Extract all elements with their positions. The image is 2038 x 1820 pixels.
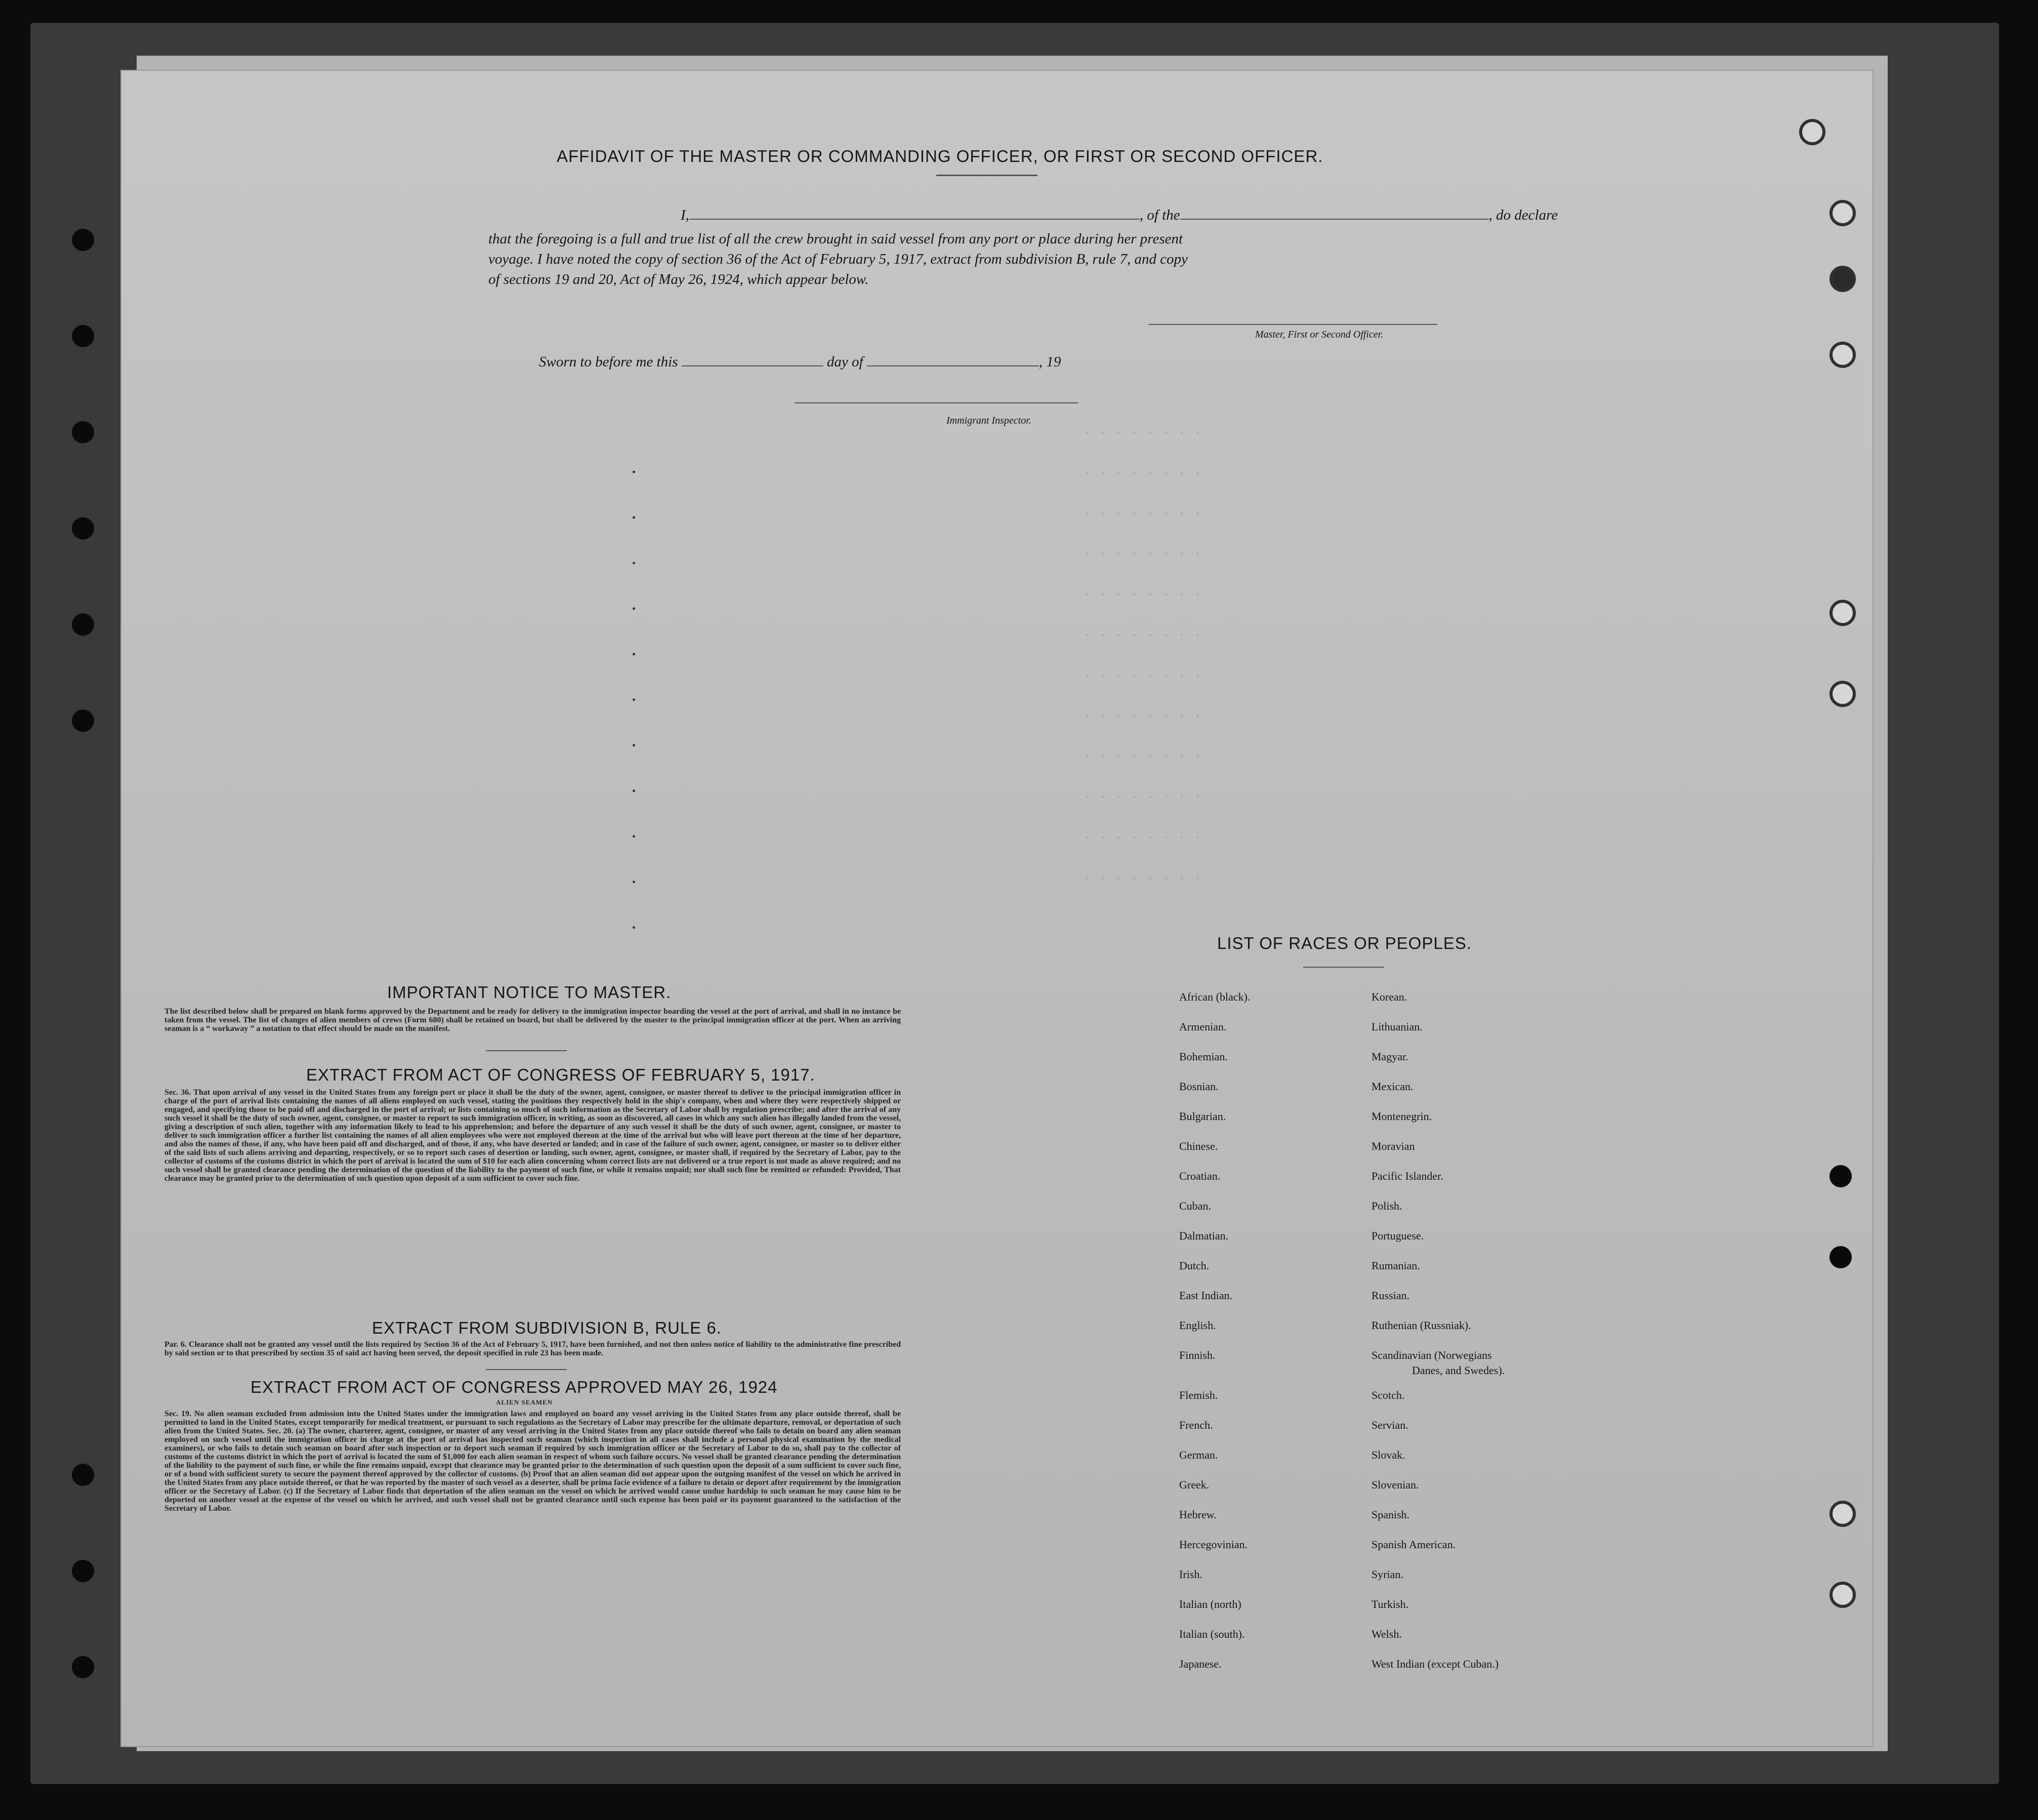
race-item: Servian.: [1371, 1419, 1408, 1431]
race-item: Slovenian.: [1371, 1478, 1419, 1491]
do-declare-label: , do declare: [1488, 207, 1558, 223]
race-item: Scotch.: [1371, 1389, 1405, 1401]
document-page: [121, 71, 1873, 1746]
speck: [633, 607, 635, 610]
race-item: Irish.: [1179, 1568, 1202, 1581]
speck: [633, 698, 635, 701]
extract-1924-title: EXTRACT FROM ACT OF CONGRESS APPROVED MAY 26, 1924: [251, 1378, 778, 1396]
races-title-rule: [1303, 967, 1384, 968]
race-item: Italian (south).: [1179, 1628, 1245, 1640]
race-item: Turkish.: [1371, 1598, 1409, 1610]
race-item: French.: [1179, 1419, 1213, 1431]
name-blank: [689, 219, 1140, 220]
bleed-through-marks: · · · · · · · ·: [1083, 871, 1202, 886]
binder-hole-icon: [72, 613, 94, 636]
race-item: Cuban.: [1179, 1199, 1211, 1212]
speck: [633, 653, 635, 655]
race-item: Hebrew.: [1179, 1508, 1217, 1521]
affidavit-text-line: that the foregoing is a full and true list of all the crew brought in said vessel from any port or place during her present: [488, 231, 1183, 247]
speck: [633, 835, 635, 838]
bleed-through-marks: · · · · · · · ·: [1083, 506, 1202, 521]
binder-ring-icon: [1829, 342, 1856, 368]
race-item: Pacific Islander.: [1371, 1170, 1443, 1182]
race-item: Dalmatian.: [1179, 1229, 1229, 1242]
race-item: Finnish.: [1179, 1349, 1216, 1361]
race-item: West Indian (except Cuban.): [1371, 1658, 1499, 1670]
race-item: Moravian: [1371, 1140, 1415, 1152]
speck: [633, 516, 635, 519]
extract-1917-body: Sec. 36. That upon arrival of any vessel in the United States from any foreign port or place it shall be the duty of the owner, agent, consignee, or master thereof to deliver to the principal immigration officer in charge of the port of arrival lists containing the names of all aliens employed on such vessel, stating the positions they respectively hold in the ship's company, when and where they were respectively shipped or engaged, and specifying those to be paid off and discharged in the port of arrival; or lists containing so much of such information as the Secretary of Labor shall by regulation prescribe; and after the arrival of any such vessel it shall be the duty of such owner, agent, consignee, or master to report to such immigration officer, in writing, as soon as discovered, all cases in which any such alien has illegally landed from the vessel, giving a description of such alien, together with any information likely to lead to his apprehension; and before the departure of any such vessel it shall be the duty of such owner, agent, consignee, or master to deliver to such immigration officer a further list containing the names of all alien employees who were not employed thereon at the time of the arrival but who will leave port thereon at the time of her departure, and also the names of those, if any, who have been paid off and discharged, and of those, if any, who have deserted or landed; and in case of the failure of such owner, agent, consignee, or master so to deliver either of the said lists of such aliens arriving and departing, respectively, or so to report such cases of desertion or landing, such owner, agent, consignee, or master shall, if required by the Secretary of Labor, pay to the collector of customs of the customs district in which the port of arrival is located the sum of $10 for each alien concerning whom correct lists are not delivered or a true report is not made as above required; and no such vessel shall be granted clearance pending the determination of the question of the liability to the payment of such fine, or while it remains unpaid; nor shall such fine be remitted or refunded: Provided, That clearance may be granted prior to the determination of such question upon deposit of a sum sufficient to cover such fine.: [164, 1088, 901, 1183]
affidavit-text-line: of sections 19 and 20, Act of May 26, 1924, which appear below.: [488, 271, 869, 287]
speck: [633, 790, 635, 792]
races-title: LIST OF RACES OR PEOPLES.: [1217, 934, 1472, 953]
bleed-through-marks: · · · · · · · ·: [1083, 466, 1202, 481]
day-blank: [682, 365, 823, 366]
binder-hole-icon: [72, 710, 94, 732]
race-item: Chinese.: [1179, 1140, 1218, 1152]
race-item: Rumanian.: [1371, 1259, 1420, 1272]
extract-rule6-body: Par. 6. Clearance shall not be granted any vessel until the lists required by Section 36 of the Act of February 5, 1917, have been furnished, and not then unless notice of liability to the administrative fine prescribed by said section or to that prescribed by section 35 of said act having been served, the deposit specified in rule 23 has been made.: [164, 1340, 901, 1357]
speck: [633, 926, 635, 929]
binder-hole-icon: [72, 229, 94, 251]
race-item: English.: [1179, 1319, 1216, 1332]
race-item: East Indian.: [1179, 1289, 1233, 1302]
extract-1917-title: EXTRACT FROM ACT OF CONGRESS OF FEBRUARY 5, 1917.: [306, 1065, 815, 1084]
bleed-through-marks: · · · · · · · ·: [1083, 668, 1202, 683]
speck: [633, 881, 635, 883]
affidavit-title: AFFIDAVIT OF THE MASTER OR COMMANDING OFFICER, OR FIRST OR SECOND OFFICER.: [557, 147, 1323, 166]
bleed-through-marks: · · · · · · · ·: [1083, 547, 1202, 562]
race-item: African (black).: [1179, 990, 1251, 1003]
binder-hole-icon: [1829, 1246, 1852, 1268]
section-rule: [486, 1369, 567, 1370]
month-blank: [867, 365, 1039, 366]
year-label: , 19: [1038, 354, 1061, 370]
race-item: Portuguese.: [1371, 1229, 1424, 1242]
inspector-signature-line: [795, 402, 1078, 403]
race-item: Greek.: [1179, 1478, 1210, 1491]
race-item: Armenian.: [1179, 1020, 1227, 1033]
binder-hole-icon: [72, 1656, 94, 1678]
race-item: Dutch.: [1179, 1259, 1210, 1272]
binder-ring-icon: [1829, 1501, 1856, 1527]
extract-1924-subtitle: ALIEN SEAMEN: [496, 1398, 553, 1406]
race-item: Hercegovinian.: [1179, 1538, 1247, 1551]
sworn-line: [539, 352, 1061, 372]
bleed-through-marks: · · · · · · · ·: [1083, 709, 1202, 724]
race-item: Bohemian.: [1179, 1050, 1228, 1063]
bleed-through-marks: · · · · · · · ·: [1083, 830, 1202, 845]
of-the-label: , of the: [1139, 207, 1180, 223]
binder-ring-icon: [1799, 119, 1825, 145]
race-item: Ruthenian (Russniak).: [1371, 1319, 1471, 1332]
day-of-label: day of: [826, 354, 863, 370]
binder-ring-icon: [1829, 600, 1856, 626]
race-item: Japanese.: [1179, 1658, 1222, 1670]
race-item: Scandinavian (Norwegians: [1371, 1349, 1492, 1361]
bleed-through-marks: · · · · · · · ·: [1083, 425, 1202, 440]
i-label: I,: [681, 207, 689, 223]
binder-ring-icon: [1829, 681, 1856, 707]
race-item: Montenegrin.: [1371, 1110, 1432, 1123]
notice-title: IMPORTANT NOTICE TO MASTER.: [387, 983, 672, 1002]
master-signature-line: [1149, 324, 1437, 325]
speck: [633, 562, 635, 564]
race-item: Slovak.: [1371, 1449, 1405, 1461]
speck: [633, 744, 635, 747]
vessel-blank: [1180, 219, 1489, 220]
bleed-through-marks: · · · · · · · ·: [1083, 749, 1202, 764]
race-item: Welsh.: [1371, 1628, 1402, 1640]
race-item: Spanish American.: [1371, 1538, 1456, 1551]
master-caption: Master, First or Second Officer.: [1255, 329, 1384, 340]
race-item: Bosnian.: [1179, 1080, 1219, 1093]
race-item: Mexican.: [1371, 1080, 1413, 1093]
race-item: Syrian.: [1371, 1568, 1403, 1581]
binder-hole-icon: [1829, 1165, 1852, 1187]
binder-hole-icon: [72, 421, 94, 443]
binder-hole-icon: [72, 1560, 94, 1582]
declaration-line: [681, 205, 1558, 225]
race-item: Bulgarian.: [1179, 1110, 1226, 1123]
race-item: Flemish.: [1179, 1389, 1218, 1401]
bleed-through-marks: · · · · · · · ·: [1083, 790, 1202, 805]
race-item-continuation: Danes, and Swedes).: [1412, 1364, 1505, 1377]
extract-1924-body: Sec. 19. No alien seaman excluded from admission into the United States under the immigration laws and employed on board any vessel arriving in the United States from any place outside thereof, shall be permitted to land in the United States, except temporarily for medical treatment, or pursuant to such regulations as the Secretary of Labor may prescribe for the ultimate departure, removal, or deportation of such alien from the United States. Sec. 20. (a) The owner, charterer, agent, consignee, or master of any vessel arriving in the United States from any place outside thereof who fails to detain on board any alien seaman employed on such vessel until the immigration officer in charge at the port of arrival has inspected such seaman (which inspection in all cases shall include a personal physical examination by the medical examiners), or who fails to detain such seaman on board after such inspection or to deport such seaman if required by such immigration officer or the Secretary of Labor to do so, shall pay to the collector of customs of the customs district in which the port of arrival is located the sum of $1,000 for each alien seaman in respect of whom such failure occurs. No vessel shall be granted clearance pending the determination of the liability to the payment of such fine, or while the fine remains unpaid, except that clearance may be granted prior to the determination of such question upon the deposit of a sum sufficient to cover such fine, or of a bond with sufficient surety to secure the payment thereof approved by the collector of customs. (b) Proof that an alien seaman did not appear upon the outgoing manifest of the vessel on which he arrived in the United States from any place outside thereof, or that he was reported by the master of such vessel as a deserter, shall be prima facie evidence of a failure to detain or deport after requirement by the immigration officer or the Secretary of Labor. (c) If the Secretary of Labor finds that deportation of the alien seaman on the vessel on which he arrived would cause undue hardship to such seaman he may cause him to be deported on another vessel at the expense of the vessel on which he arrived, and such vessel shall not be granted clearance until such expense has been paid or its payment guaranteed to the satisfaction of the Secretary of Labor.: [164, 1410, 901, 1513]
race-item: Polish.: [1371, 1199, 1402, 1212]
binder-hole-icon: [72, 325, 94, 347]
race-item: Russian.: [1371, 1289, 1410, 1302]
section-rule: [486, 1050, 567, 1051]
bleed-through-marks: · · · · · · · ·: [1083, 587, 1202, 602]
race-item: Korean.: [1371, 990, 1407, 1003]
bleed-through-marks: · · · · · · · ·: [1083, 628, 1202, 643]
affidavit-text-line: voyage. I have noted the copy of section 36 of the Act of February 5, 1917, extract from subdivision B, rule 7, and copy: [488, 251, 1188, 267]
extract-rule6-title: EXTRACT FROM SUBDIVISION B, RULE 6.: [372, 1318, 722, 1337]
race-item: Spanish.: [1371, 1508, 1410, 1521]
race-item: Magyar.: [1371, 1050, 1408, 1063]
title-rule: [936, 175, 1037, 176]
race-item: Lithuanian.: [1371, 1020, 1423, 1033]
binder-ring-icon: [1829, 266, 1856, 292]
binder-ring-icon: [1829, 1582, 1856, 1608]
sworn-label: Sworn to before me this: [539, 354, 678, 370]
race-item: German.: [1179, 1449, 1218, 1461]
race-item: Croatian.: [1179, 1170, 1221, 1182]
speck: [633, 471, 635, 473]
binder-ring-icon: [1829, 200, 1856, 226]
binder-hole-icon: [72, 1464, 94, 1486]
notice-body: The list described below shall be prepared on blank forms approved by the Department and be ready for delivery to the immigration inspector boarding the vessel at the port of arrival, and shall in no instance be taken from the vessel. The list of changes of alien members of crews (Form 680) shall be retained on board, but shall be delivered by the master to the principal immigration officer at the port. When an arriving seaman is a “ workaway ” a notation to that effect should be made on the manifest.: [164, 1007, 901, 1033]
inspector-caption: Immigrant Inspector.: [946, 415, 1031, 426]
race-item: Italian (north): [1179, 1598, 1241, 1610]
binder-hole-icon: [72, 517, 94, 540]
